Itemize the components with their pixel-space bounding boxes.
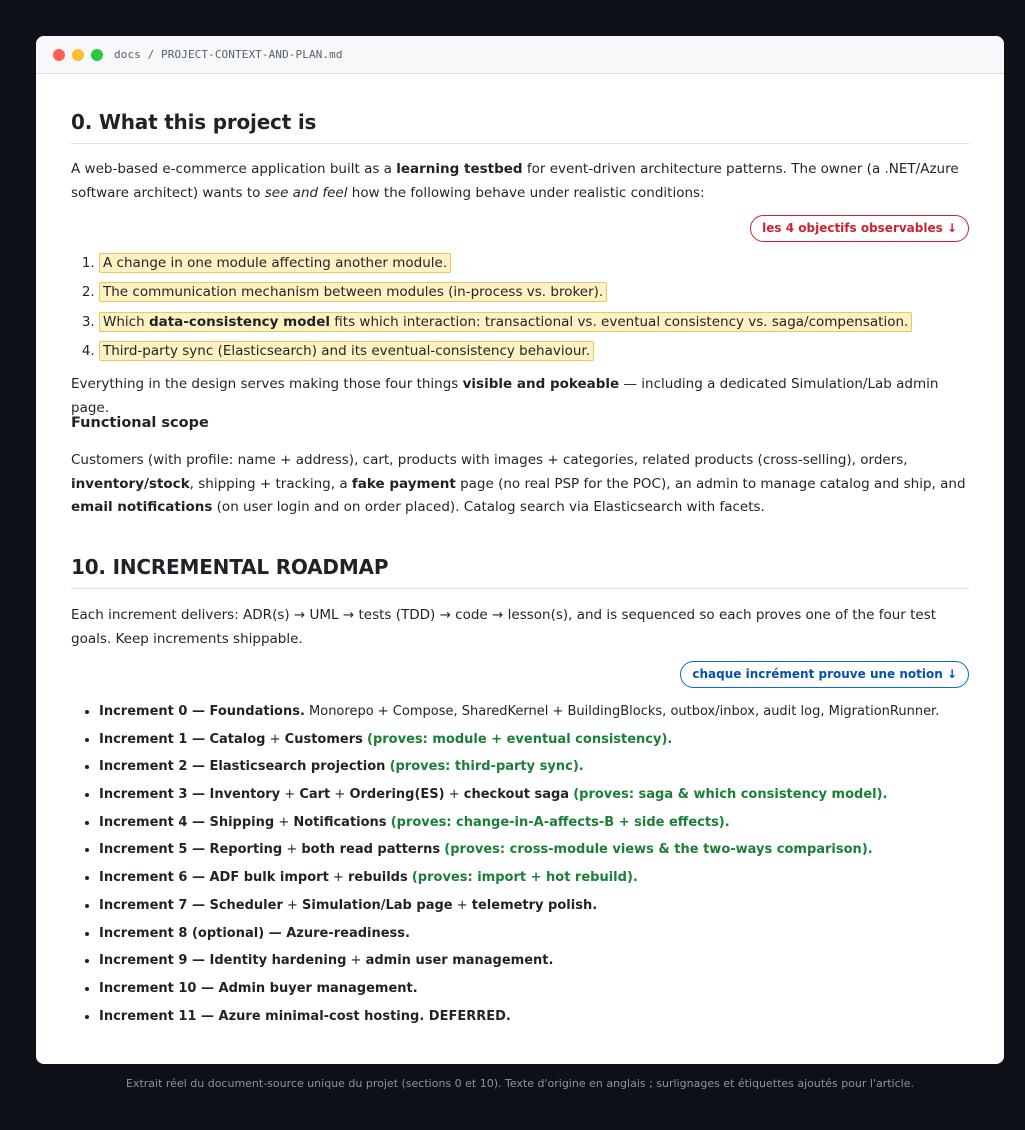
summary-text: — including a dedicated Simulation/Lab admin page. [71, 376, 939, 416]
intro-paragraph [71, 158, 969, 205]
figure-caption: Extrait réel du document-source unique du projet (sections 0 et 10). Texte d'origine en anglais ; surlignages et étiquettes ajoutés pour l'article. [126, 1077, 914, 1090]
plus-sign: + [282, 842, 302, 858]
goal-highlight [99, 312, 912, 332]
increment-title: Increment 8 (optional) — Azure-readiness. [99, 925, 410, 941]
maximize-window-button[interactable] [91, 49, 103, 61]
plus-sign: + [328, 870, 348, 886]
plus-sign: + [282, 897, 303, 913]
list-item [99, 337, 969, 366]
goal-bold: data-consistency model [148, 313, 330, 330]
goal-text: Which [103, 313, 149, 330]
increment-title: Increment 5 — Reporting [99, 842, 283, 858]
plus-sign: + [330, 787, 350, 803]
window-titlebar [36, 36, 1004, 74]
increment-title: Increment 0 — Foundations. [99, 704, 305, 719]
list-item [99, 249, 969, 278]
increment-title: Increment 1 — Catalog [99, 731, 266, 747]
increment-title: Increment 6 — ADF bulk import [99, 870, 329, 886]
plus-sign: + [444, 787, 464, 803]
increment-title: checkout saga [463, 787, 570, 803]
summary-bold: visible and pokeable [462, 376, 620, 392]
increment-proves: (proves: saga & which consistency model). [573, 787, 888, 803]
increment-title: Increment 4 — Shipping [99, 814, 275, 830]
list-item [99, 892, 969, 920]
increment-title: Customers [284, 731, 363, 747]
goals-badge: les 4 objectifs observables ↓ [750, 215, 969, 242]
increment-proves: (proves: module + eventual consistency). [367, 731, 673, 747]
increment-title: Simulation/Lab page [302, 897, 453, 913]
plus-sign: + [274, 814, 294, 830]
list-item [99, 753, 969, 781]
breadcrumb: docs / PROJECT-CONTEXT-AND-PLAN.md [114, 48, 343, 61]
goal-text: fits which interaction: transactional vs. eventual consistency vs. saga/compensation. [329, 313, 909, 330]
document-window [36, 36, 1004, 1064]
increment-title: Increment 10 — Admin buyer management. [99, 980, 418, 996]
increment-title: Increment 3 — Inventory [99, 787, 281, 803]
increment-title: Notifications [293, 814, 387, 830]
intro-text: A web-based e-commerce application built as a [71, 161, 397, 177]
increment-title: Ordering(ES) [349, 787, 445, 803]
plus-sign: + [280, 787, 300, 803]
list-item [99, 975, 969, 1003]
intro-text: how the following behave under realistic conditions: [347, 184, 705, 201]
minimize-window-button[interactable] [72, 49, 84, 61]
list-item [99, 278, 969, 307]
section-10-heading: 10. INCREMENTAL ROADMAP [71, 555, 969, 589]
list-item [99, 947, 969, 975]
goals-list [71, 249, 969, 366]
increment-proves: (proves: import + hot rebuild). [411, 870, 638, 886]
increment-title: Increment 11 — Azure minimal-cost hosting. DEFERRED. [99, 1008, 511, 1024]
scope-text: Customers (with profile: name + address), cart, products with images + categories, related products (cross-selling), orders, [71, 452, 908, 468]
scope-bold: inventory/stock [71, 475, 190, 492]
functional-scope-paragraph [71, 449, 969, 520]
list-item [99, 781, 969, 809]
increment-title: rebuilds [347, 870, 408, 886]
intro-bold: learning testbed [396, 161, 523, 177]
intro-text: for event-driven architecture patterns. The owner (a .NET/Azure software architect) wants to [71, 161, 959, 201]
increment-title: Increment 7 — Scheduler [99, 897, 283, 913]
increment-title: Cart [299, 787, 331, 803]
list-item [99, 809, 969, 837]
increment-title: telemetry polish. [471, 897, 598, 913]
scope-text: , shipping + tracking, a [189, 475, 352, 492]
intro-emphasis: see and feel [264, 184, 348, 201]
list-item [99, 1003, 969, 1031]
increments-badge: chaque incrément prouve une notion ↓ [680, 661, 969, 688]
increment-title: both read patterns [301, 842, 441, 858]
list-item [99, 864, 969, 892]
increment-title: Increment 9 — Identity hardening [99, 953, 347, 969]
scope-bold: fake payment [351, 475, 456, 492]
list-item [99, 698, 969, 726]
increment-text: Monorepo + Compose, SharedKernel + BuildingBlocks, outbox/inbox, audit log, MigrationRunner. [304, 704, 940, 719]
increment-title: Increment 2 — Elasticsearch projection [99, 759, 386, 775]
section-0-heading: 0. What this project is [71, 110, 969, 144]
list-item [99, 836, 969, 864]
increment-proves: (proves: cross-module views & the two-ways comparison). [444, 842, 873, 858]
increment-proves: (proves: third-party sync). [389, 759, 584, 775]
list-item [99, 920, 969, 948]
plus-sign: + [346, 953, 366, 969]
increment-title: admin user management. [365, 953, 554, 969]
scope-text: (on user login and on order placed). Catalog search via Elasticsearch with facets. [212, 499, 765, 515]
plus-sign: + [452, 897, 472, 913]
goal-highlight: Third-party sync (Elasticsearch) and its eventual-consistency behaviour. [99, 341, 594, 361]
summary-text: Everything in the design serves making those four things [71, 376, 463, 392]
list-item [99, 308, 969, 337]
scope-bold: email notifications [71, 499, 213, 515]
list-item [99, 726, 969, 754]
close-window-button[interactable] [53, 49, 65, 61]
roadmap-intro-paragraph: Each increment delivers: ADR(s) → UML → tests (TDD) → code → lesson(s), and is sequenced so each proves one of the four test goals. Keep increments shippable. [71, 607, 937, 647]
scope-text: page (no real PSP for the POC), an admin to manage catalog and ship, and [455, 475, 966, 492]
goal-highlight: The communication mechanism between modules (in-process vs. broker). [99, 282, 607, 302]
plus-sign: + [265, 731, 285, 747]
increment-proves: (proves: change-in-A-affects-B + side effects). [390, 814, 730, 830]
increments-list [71, 698, 969, 1030]
functional-scope-heading: Functional scope [71, 415, 209, 431]
goal-highlight: A change in one module affecting another module. [99, 253, 451, 273]
summary-paragraph [71, 373, 969, 420]
